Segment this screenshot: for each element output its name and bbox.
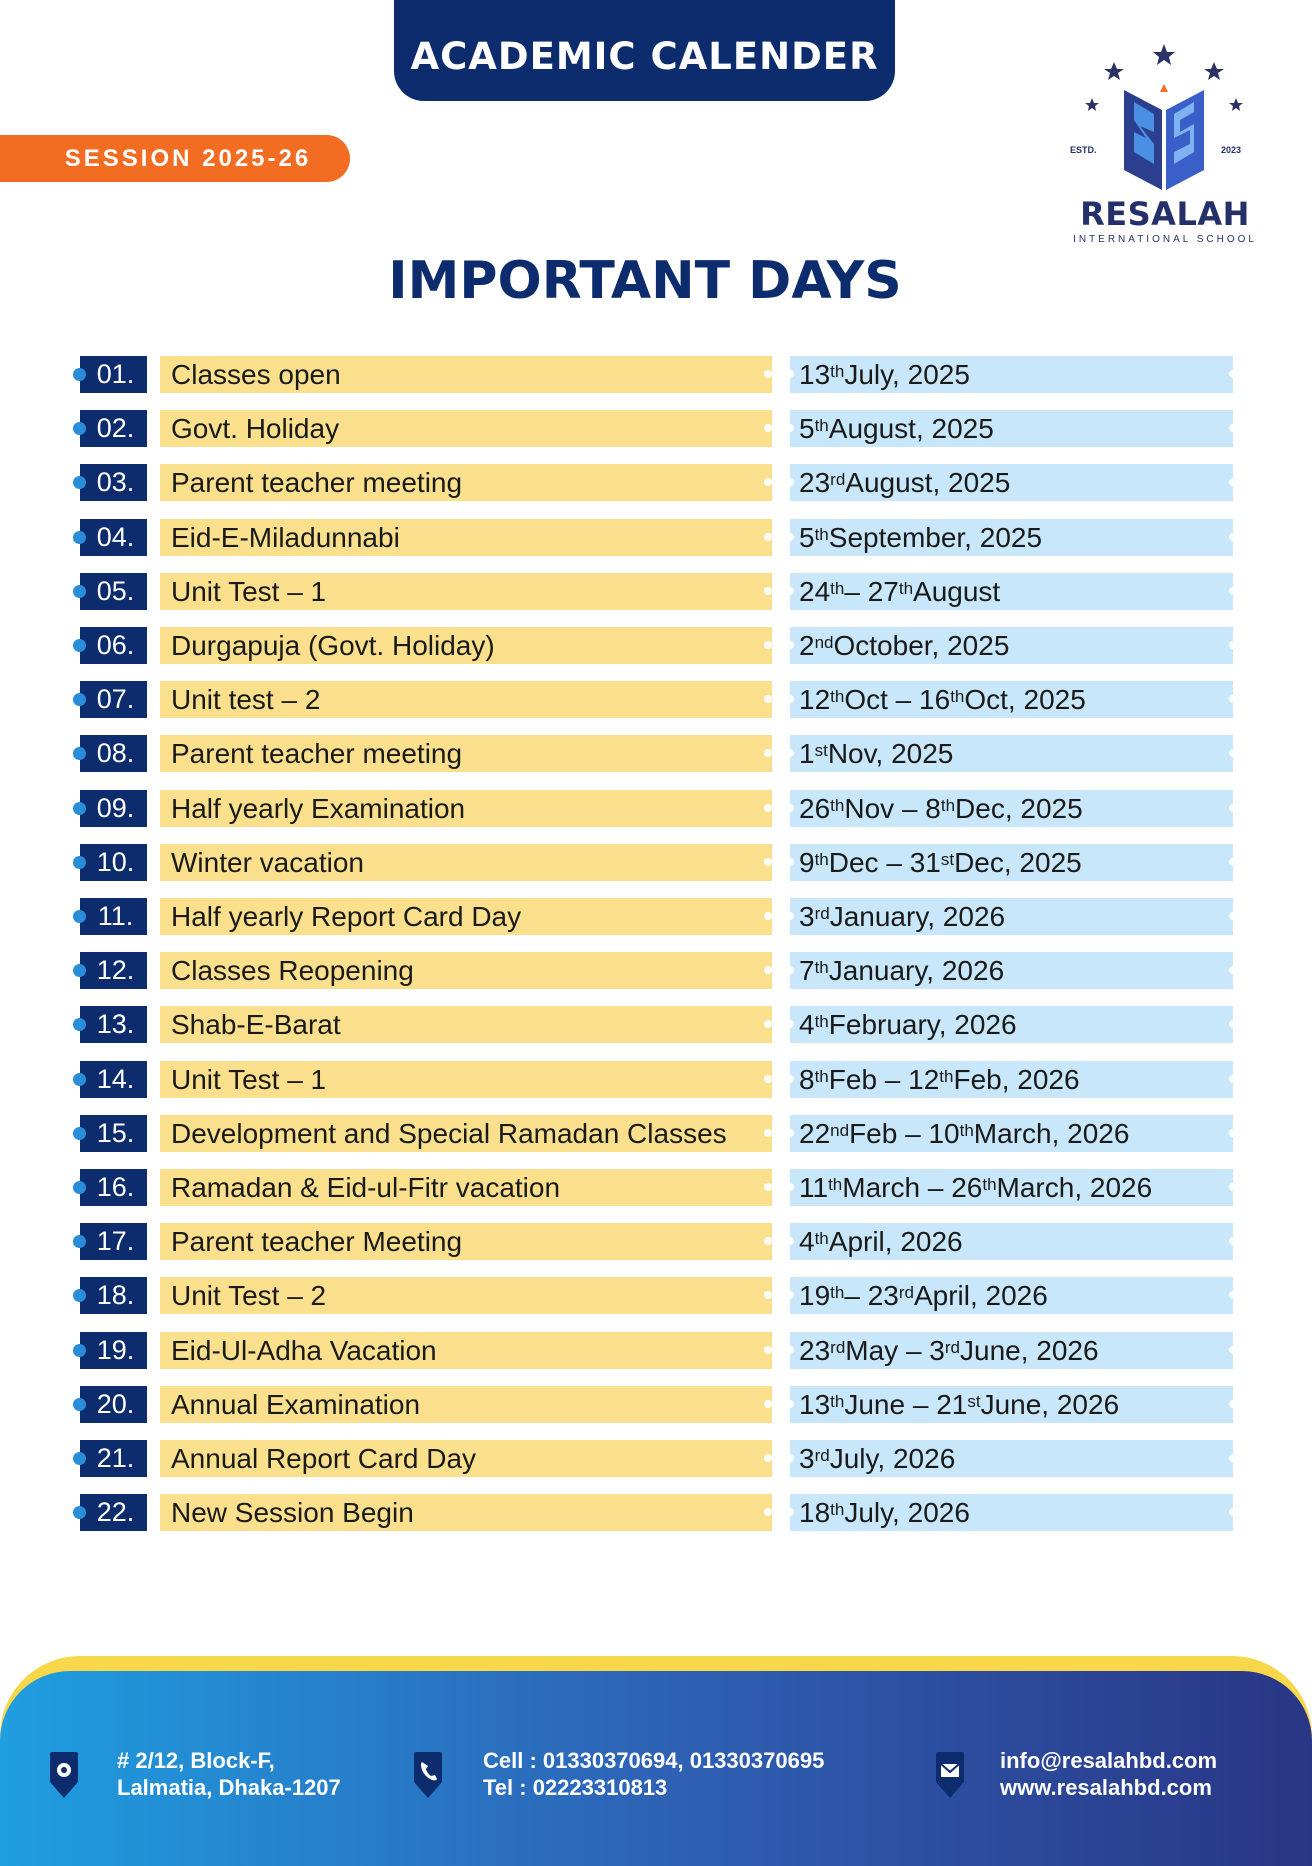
day-event: Half yearly Examination: [160, 790, 772, 827]
day-event: Govt. Holiday: [160, 410, 772, 447]
day-number: 06.: [80, 627, 147, 664]
bullet-dot: [73, 1506, 86, 1519]
day-date: 13 $^{th}$ June – 21 $^{st}$ June, 2026: [790, 1386, 1233, 1423]
day-number: 16.: [80, 1169, 147, 1206]
day-number: 13.: [80, 1006, 147, 1043]
day-date: 24 $^{th}$ – 27 $^{th}$ August: [790, 573, 1233, 610]
day-event: Development and Special Ramadan Classes: [160, 1115, 772, 1152]
day-row: [0, 1006, 1312, 1046]
day-number: 22.: [80, 1494, 147, 1531]
day-number: 05.: [80, 573, 147, 610]
title-banner: [394, 0, 895, 101]
address-line-1: # 2/12, Block-F,: [117, 1748, 275, 1773]
day-date: 2 $^{nd}$ October, 2025: [790, 627, 1233, 664]
day-number: 08.: [80, 735, 147, 772]
day-date: 5 $^{th}$ August, 2025: [790, 410, 1233, 447]
phone-icon: [408, 1752, 448, 1800]
bullet-dot: [73, 1344, 86, 1357]
day-date: 18 $^{th}$ July, 2026: [790, 1494, 1233, 1531]
bullet-dot: [73, 585, 86, 598]
day-number: 19.: [80, 1332, 147, 1369]
day-date: 22 $^{nd}$ Feb – 10 $^{th}$ March, 2026: [790, 1115, 1233, 1152]
day-row: [0, 898, 1312, 938]
bullet-dot: [73, 1398, 86, 1411]
bullet-dot: [73, 693, 86, 706]
day-date: 23 $^{rd}$ May – 3 $^{rd}$ June, 2026: [790, 1332, 1233, 1369]
day-number: 02.: [80, 410, 147, 447]
day-row: [0, 1223, 1312, 1263]
location-icon: [44, 1752, 84, 1800]
bullet-dot: [73, 476, 86, 489]
day-event: Unit test – 2: [160, 681, 772, 718]
day-event: New Session Begin: [160, 1494, 772, 1531]
day-date: 5 $^{th}$ September, 2025: [790, 519, 1233, 556]
session-banner: [0, 135, 350, 182]
day-date: 9 $^{th}$ Dec – 31 $^{st}$ Dec, 2025: [790, 844, 1233, 881]
bullet-dot: [73, 368, 86, 381]
day-event: Parent teacher meeting: [160, 735, 772, 772]
day-row: [0, 410, 1312, 450]
footer-address: [117, 1747, 341, 1801]
day-number: 15.: [80, 1115, 147, 1152]
bullet-dot: [73, 1289, 86, 1302]
day-number: 03.: [80, 464, 147, 501]
day-event: Unit Test – 1: [160, 573, 772, 610]
day-date: 3 $^{rd}$ July, 2026: [790, 1440, 1233, 1477]
day-number: 01.: [80, 356, 147, 393]
day-number: 12.: [80, 952, 147, 989]
day-row: [0, 844, 1312, 884]
bullet-dot: [73, 531, 86, 544]
day-row: [0, 681, 1312, 721]
day-row: [0, 464, 1312, 504]
day-event: Classes open: [160, 356, 772, 393]
day-date: 4 $^{th}$ February, 2026: [790, 1006, 1233, 1043]
day-number: 20.: [80, 1386, 147, 1423]
page-title: ACADEMIC CALENDER: [410, 35, 879, 78]
day-row: [0, 1277, 1312, 1317]
day-event: Ramadan & Eid-ul-Fitr vacation: [160, 1169, 772, 1206]
day-event: Parent teacher Meeting: [160, 1223, 772, 1260]
bullet-dot: [73, 910, 86, 923]
day-date: 13 $^{th}$ July, 2025: [790, 356, 1233, 393]
bullet-dot: [73, 1452, 86, 1465]
day-date: 11 $^{th}$ March – 26 $^{th}$ March, 2026: [790, 1169, 1233, 1206]
school-subtitle: INTERNATIONAL SCHOOL: [1073, 234, 1257, 245]
day-number: 10.: [80, 844, 147, 881]
day-date: 3 $^{rd}$ January, 2026: [790, 898, 1233, 935]
day-event: Annual Report Card Day: [160, 1440, 772, 1477]
bullet-dot: [73, 1235, 86, 1248]
day-number: 17.: [80, 1223, 147, 1260]
bullet-dot: [73, 747, 86, 760]
day-row: [0, 1332, 1312, 1372]
footer-online: [1000, 1747, 1217, 1801]
day-number: 11.: [80, 898, 147, 935]
section-heading: IMPORTANT DAYS: [388, 251, 902, 311]
address-line-2: Lalmatia, Dhaka-1207: [117, 1775, 341, 1800]
day-event: Annual Examination: [160, 1386, 772, 1423]
day-date: 7 $^{th}$ January, 2026: [790, 952, 1233, 989]
day-row: [0, 519, 1312, 559]
bullet-dot: [73, 639, 86, 652]
day-event: Unit Test – 2: [160, 1277, 772, 1314]
day-event: Eid-E-Miladunnabi: [160, 519, 772, 556]
contact-tel: Tel : 02223310813: [483, 1775, 668, 1800]
bullet-dot: [73, 422, 86, 435]
day-number: 18.: [80, 1277, 147, 1314]
day-date: 1 $^{st}$ Nov, 2025: [790, 735, 1233, 772]
bullet-dot: [73, 1018, 86, 1031]
day-event: Parent teacher meeting: [160, 464, 772, 501]
day-row: [0, 1169, 1312, 1209]
contact-email[interactable]: info@resalahbd.com: [1000, 1748, 1218, 1773]
contact-cell: Cell : 01330370694, 01330370695: [483, 1748, 825, 1773]
day-date: 19 $^{th}$ – 23 $^{rd}$ April, 2026: [790, 1277, 1233, 1314]
day-date: 26 $^{th}$ Nov – 8 $^{th}$ Dec, 2025: [790, 790, 1233, 827]
day-number: 14.: [80, 1061, 147, 1098]
contact-website[interactable]: www.resalahbd.com: [1000, 1775, 1212, 1800]
day-row: [0, 1386, 1312, 1426]
day-number: 07.: [80, 681, 147, 718]
day-row: [0, 627, 1312, 667]
bullet-dot: [73, 1127, 86, 1140]
day-row: [0, 1115, 1312, 1155]
day-row: [0, 790, 1312, 830]
bullet-dot: [73, 1073, 86, 1086]
day-row: [0, 1494, 1312, 1534]
day-event: Durgapuja (Govt. Holiday): [160, 627, 772, 664]
day-row: [0, 735, 1312, 775]
day-row: [0, 1061, 1312, 1101]
day-number: 21.: [80, 1440, 147, 1477]
day-date: 4 $^{th}$ April, 2026: [790, 1223, 1233, 1260]
day-date: 12 $^{th}$ Oct – 16 $^{th}$ Oct, 2025: [790, 681, 1233, 718]
email-icon: [930, 1752, 970, 1800]
session-label: SESSION 2025-26: [64, 144, 312, 172]
day-number: 04.: [80, 519, 147, 556]
school-name: RESALAH: [1080, 195, 1250, 233]
logo-estd: ESTD.: [1070, 145, 1097, 155]
day-event: Classes Reopening: [160, 952, 772, 989]
day-number: 09.: [80, 790, 147, 827]
footer-contact: [483, 1747, 824, 1801]
bullet-dot: [73, 964, 86, 977]
bullet-dot: [73, 802, 86, 815]
day-row: [0, 952, 1312, 992]
day-row: [0, 356, 1312, 396]
day-event: Half yearly Report Card Day: [160, 898, 772, 935]
bullet-dot: [73, 856, 86, 869]
day-date: 23 $^{rd}$ August, 2025: [790, 464, 1233, 501]
day-row: [0, 1440, 1312, 1480]
day-event: Unit Test – 1: [160, 1061, 772, 1098]
day-event: Winter vacation: [160, 844, 772, 881]
day-row: [0, 573, 1312, 613]
logo-year: 2023: [1221, 145, 1242, 155]
day-event: Shab-E-Barat: [160, 1006, 772, 1043]
day-event: Eid-Ul-Adha Vacation: [160, 1332, 772, 1369]
bullet-dot: [73, 1181, 86, 1194]
day-date: 8 $^{th}$ Feb – 12 $^{th}$ Feb, 2026: [790, 1061, 1233, 1098]
